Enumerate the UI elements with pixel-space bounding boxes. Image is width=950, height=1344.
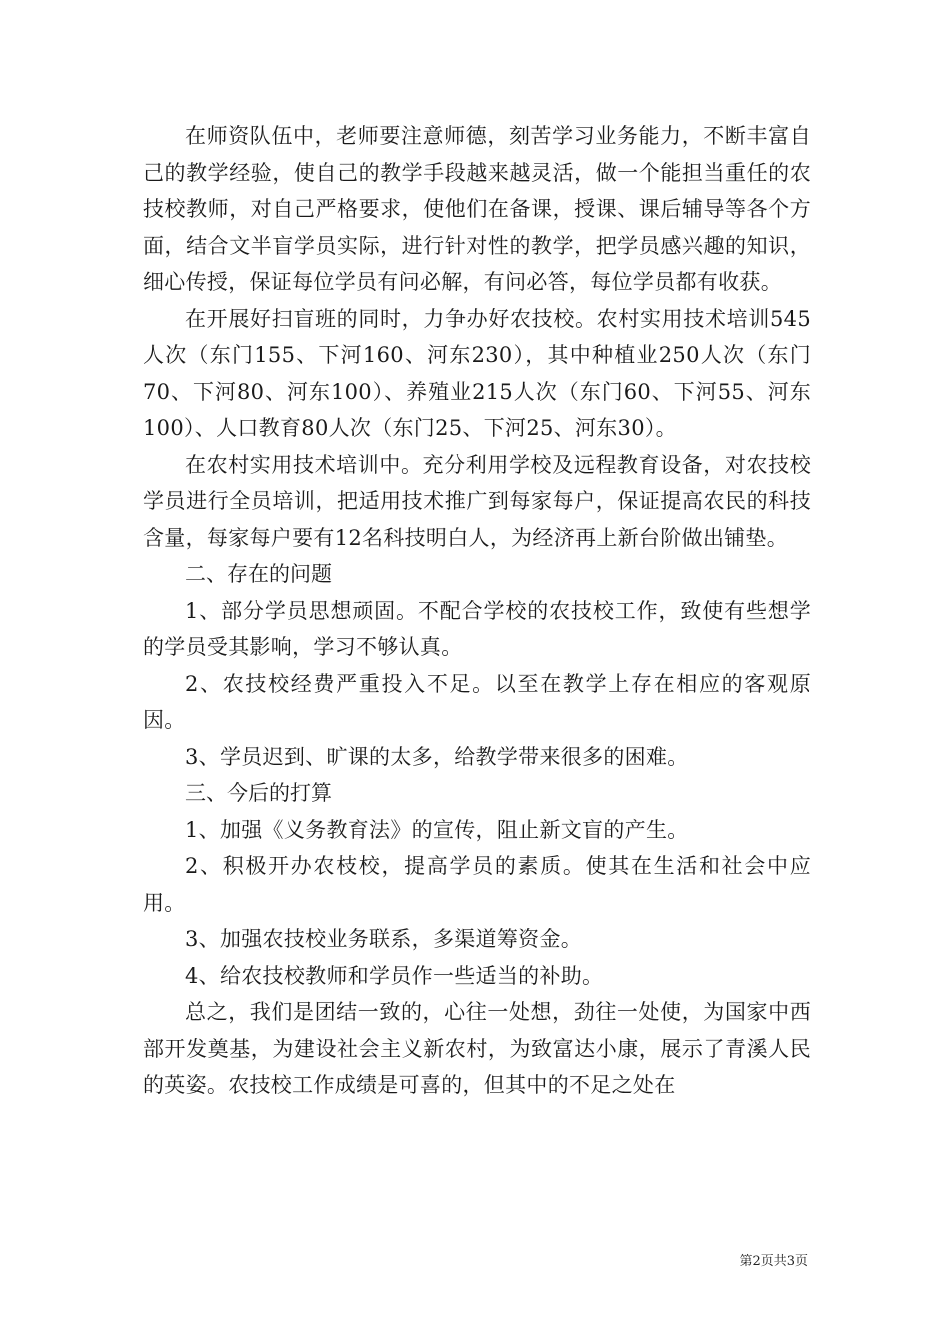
document-body: [143, 118, 811, 1104]
plan-item-3: 3、加强农技校业务联系，多渠道筹资金。: [185, 927, 583, 951]
problem-item-2: 2、农技校经费严重投入不足。以至在教学上存在相应的客观原因。: [143, 671, 811, 732]
paragraph-remote-education: 在农村实用技术培训中。充分利用学校及远程教育设备，对农技校学员进行全员培训，把适用技术推广到每家每户，保证提高农民的科技含量，每家每户要有12名科技明白人，为经济再上新台阶做出铺垫。: [143, 452, 811, 550]
plan-item-2: 2、积极开办农枝校，提高学员的素质。使其在生活和社会中应用。: [143, 854, 811, 915]
problem-item-1: 1、部分学员思想顽固。不配合学校的农技校工作，致使有些想学的学员受其影响，学习不够认真。: [143, 598, 811, 659]
problem-item-3: 3、学员迟到、旷课的太多，给教学带来很多的困难。: [185, 744, 689, 769]
section-heading-problems: 二、存在的问题: [185, 562, 332, 586]
paragraph-conclusion: 总之，我们是团结一致的，心往一处想，劲往一处使，为国家中西部开发奠基，为建设社会主义新农村，为致富达小康，展示了青溪人民的英姿。农技校工作成绩是可喜的，但其中的不足之处在: [143, 1000, 811, 1097]
page-number: 第2页共3页: [739, 1254, 808, 1269]
paragraph-teachers: 在师资队伍中，老师要注意师德，刻苦学习业务能力，不断丰富自己的教学经验，使自己的教学手段越来越灵活，做一个能担当重任的农技校教师，对自己严格要求，使他们在备课，授课、课后辅导等各个方面，结合文半盲学员实际，进行针对性的教学，把学员感兴趣的知识，细心传授，保证每位学员有问必解，有问必答，每位学员都有收获。: [143, 124, 811, 294]
plan-item-4: 4、给农技校教师和学员作一些适当的补助。: [185, 963, 604, 988]
plan-item-1: 1、加强《义务教育法》的宣传，阻止新文盲的产生。: [185, 817, 689, 842]
paragraph-training-stats: 在开展好扫盲班的同时，力争办好农技校。农村实用技术培训545人次（东门155、下河160、河东230），其中种植业250人次（东门70、下河80、河东100）、养殖业215人次（东门60、下河55、河东100）、人口教育80人次（东门25、下河25、河东30）。: [143, 306, 811, 440]
section-heading-plans: 三、今后的打算: [185, 781, 332, 805]
